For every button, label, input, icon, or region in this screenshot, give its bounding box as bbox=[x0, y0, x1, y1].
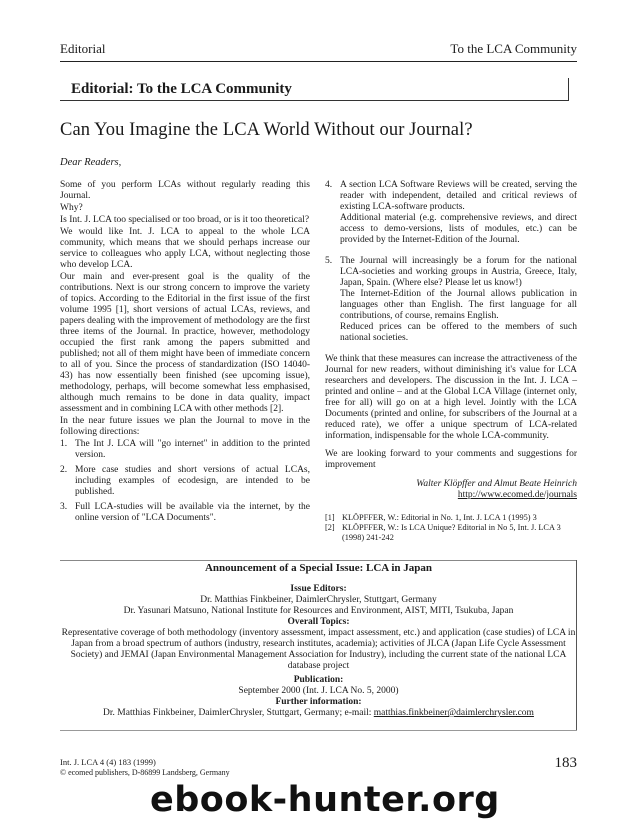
left-column bbox=[60, 180, 310, 528]
further-info bbox=[60, 708, 577, 719]
list-item-extra: Reduced prices can be offered to the members of such national societies. bbox=[340, 322, 577, 343]
list-number: 5. bbox=[325, 256, 333, 266]
list-item-text: The Journal will increasingly be a forum for the national LCA-societies and working groups in Austria, Greece, Italy, Japan, Spain. (Where else? Please let us know!) bbox=[340, 256, 577, 288]
section-title: Editorial: To the LCA Community bbox=[71, 81, 292, 97]
directions-list bbox=[60, 439, 310, 524]
publication-heading: Publication: bbox=[293, 675, 344, 685]
paragraph: We are looking forward to your comments and suggestions for improvement bbox=[325, 449, 577, 470]
paragraph: Why? bbox=[60, 203, 83, 213]
journal-link[interactable]: http://www.ecomed.de/journals bbox=[457, 490, 577, 500]
editors-heading: Issue Editors: bbox=[290, 584, 347, 594]
list-item-text: More case studies and short versions of actual LCAs, including examples of ecodesign, are intended to be published. bbox=[75, 465, 310, 497]
list-number: 1. bbox=[60, 439, 68, 449]
publisher-line: © ecomed publishers, D-86899 Landsberg, Germany bbox=[60, 768, 230, 777]
editor-line: Dr. Matthias Finkbeiner, DaimlerChrysler, Stuttgart, Germany bbox=[200, 595, 437, 605]
right-column bbox=[325, 180, 577, 543]
list-item bbox=[60, 502, 310, 524]
list-item-extra: Additional material (e.g. comprehensive reviews, and direct access to demo-versions, lists of modules, etc.) can be provided by the Internet-Edition of the Journal. bbox=[340, 213, 577, 245]
directions-list-continued bbox=[325, 180, 577, 344]
list-item bbox=[60, 465, 310, 498]
further-info-heading: Further information: bbox=[275, 697, 362, 707]
editor-line: Dr. Yasunari Matsuno, National Institute for Resources and Environment, AIST, MITI, Tsukuba, Japan bbox=[123, 606, 514, 616]
reference-number: [1] bbox=[325, 513, 335, 522]
list-item-text: A section LCA Software Reviews will be created, serving the reader with independent, detailed and critical reviews of existing LCA-software products. bbox=[340, 180, 577, 212]
salutation: Dear Readers, bbox=[60, 157, 122, 168]
reference-text: KLÖPFFER, W.: Editorial in No. 1, Int. J. LCA 1 (1995) 3 bbox=[342, 513, 537, 522]
topics-heading: Overall Topics: bbox=[287, 617, 350, 627]
list-item-text: Full LCA-studies will be available via the internet, by the online version of "LCA Documents". bbox=[75, 502, 310, 523]
journal-reference: Int. J. LCA 4 (4) 183 (1999) bbox=[60, 757, 156, 767]
email-link[interactable]: matthias.finkbeiner@daimlerchrysler.com bbox=[373, 708, 534, 718]
list-number: 4. bbox=[325, 180, 333, 190]
topics-text: Representative coverage of both methodology (inventory assessment, impact assessment, etc.) and application (case studies) of LCA in Japan from a broad spectrum of authors (industry, research institutes, academia); activities of JLCA (Japan Life Cycle Assessment Society) and JEMAI (Japan Environmental Management Association for Industry), including the current state of the national LCA database project bbox=[61, 628, 576, 671]
paragraph: Is Int. J. LCA too specialised or too broad, or is it too theoretical? bbox=[60, 215, 310, 225]
signature: Walter Klöpffer and Almut Beate Heinrich bbox=[416, 479, 577, 489]
paragraph: Some of you perform LCAs without regularly reading this Journal. bbox=[60, 180, 310, 201]
list-item bbox=[60, 439, 310, 461]
reference-text: KLÖPFFER, W.: Is LCA Unique? Editorial in No 5, Int. J. LCA 3 (1998) 241-242 bbox=[342, 523, 561, 542]
announcement bbox=[60, 563, 577, 719]
list-item-extra: The Internet-Edition of the Journal allows publication in languages other than English. The first language for all contributions, of course, remains English. bbox=[340, 289, 577, 321]
announcement-title: Announcement of a Special Issue: LCA in Japan bbox=[204, 562, 433, 574]
paragraph: Our main and ever-present goal is the quality of the contributions. Next is our strong concern to improve the variety of topics. According to the Editorial in the first issue of the first volume 1995 [1], short versions of actual LCAs, reviews, and papers dealing with the improvement of methodology are the first three items of the Journal. In practice, however, methodology occupied the first rank among the papers submitted and published; not all of them might have been of immediate concern to all of you. Since the process of standardization (ISO 14040-43) has now essentially been finished (see upcoming issue), methodology, perhaps, will become somewhat less emphasised, although much remains to be done in data quality, impact assessment and in combining LCA with other methods [2]. bbox=[60, 272, 310, 414]
running-header-right: To the LCA Community bbox=[450, 41, 577, 56]
list-number: 2. bbox=[60, 465, 68, 475]
reference-item bbox=[325, 523, 577, 543]
paragraph: We would like Int. J. LCA to appeal to the whole LCA community, which means that we should perhaps increase our service to colleagues who apply LCA, without neglecting those who develop LCA. bbox=[60, 227, 310, 270]
list-item-text: The Int J. LCA will "go internet" in addition to the printed version. bbox=[75, 439, 310, 460]
paragraph: We think that these measures can increase the attractiveness of the Journal for new readers, without diminishing it's value for LCA researchers and developers. The discussion in the Int. J. LCA – printed and online – and at the Global LCA Village (internet only, free for all) will go on at a high level. Jointly with the LCA Documents (printed and online, for subscribers of the Journal at a reduced rate), we offer a unique spectrum of LCA-related information, indispensable for the whole LCA-community. bbox=[325, 354, 577, 441]
reference-number: [2] bbox=[325, 523, 335, 532]
paragraph: In the near future issues we plan the Journal to move in the following directions: bbox=[60, 416, 310, 437]
reference-item bbox=[325, 513, 577, 523]
list-item bbox=[325, 180, 577, 246]
further-info-text: Dr. Matthias Finkbeiner, DaimlerChrysler, Stuttgart, Germany; e-mail: bbox=[103, 708, 374, 718]
watermark: ebook-hunter.org bbox=[150, 780, 500, 820]
announcement-bottom-rule bbox=[60, 730, 577, 731]
page-number: 183 bbox=[554, 755, 577, 771]
running-header-left: Editorial bbox=[60, 41, 106, 56]
list-item bbox=[325, 256, 577, 344]
references bbox=[325, 513, 577, 543]
page-title: Can You Imagine the LCA World Without our Journal? bbox=[60, 120, 473, 140]
list-number: 3. bbox=[60, 502, 68, 512]
publication-text: September 2000 (Int. J. LCA No. 5, 2000) bbox=[238, 686, 399, 696]
header-rule bbox=[60, 61, 577, 62]
announcement-top-rule bbox=[60, 560, 577, 561]
